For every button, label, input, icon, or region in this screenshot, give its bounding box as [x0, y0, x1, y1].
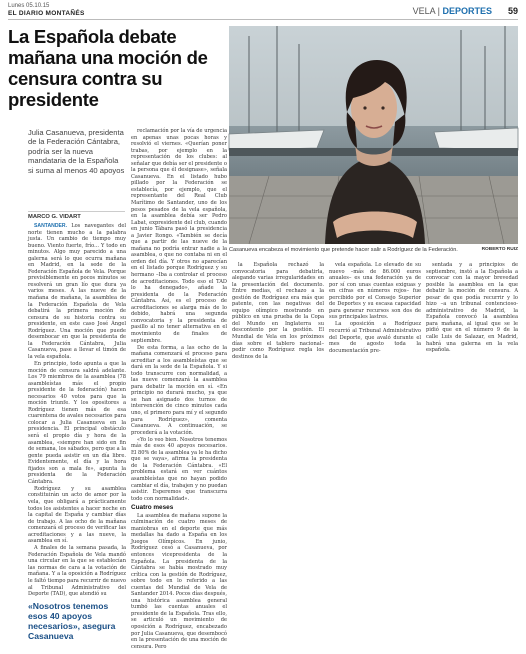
dateline: SANTANDER.	[34, 223, 68, 229]
paragraph-7: «Yo lo veo bien. Nosotros tenemos más de esos 40 apoyos necesarios. El 80% de la asamblea ya le ha dicho que se vaya», afirma la presidenta de la Federación Cántabra. «El problema estará en ver cuántos asambleístas que no hayan podido cambiar el día, trabajen y no puedan asistir. Esperemos que transcurra todo con normalidad».	[131, 436, 227, 502]
paragraph-12: sentada y a principios de septiembre, instó a la Española a convocar con la mayor brevedad posible la asamblea en la que debatir la moción de censura. A pesar de que podía recurrir y lo hizo –a un tribunal contencioso-administrativo de Madrid, la Española convocó la asamblea para mañana, al igual que se le pidió que en el número 9 de la calle Luis de Salazar, en Madrid, habrá una galerna en la vela española.	[426, 262, 518, 354]
article-column-3	[232, 262, 324, 360]
paragraph-5: reclamación por la vía de urgencia en apenas unas pocas horas y resolvió el viernes. «Querían poner trabas, por ejemplo en la representación de los clubes: al señalar que debía ser el presidente o la persona que él designase», señala Casanueva. En el listado hubo pillado por la Federación se establecía, por ejemplo, que el representante del Real Club Marítimo de Santander, uno de los pesos pesados de la vela española, en la asamblea debía ser Pedro Labat, expresidente del club, cuando en junio Tábara pasó la presidencia a Javier Itongo. «También se decía que a partir de las nueve de la mañana no podría entrar nadie a la asamblea, o que no contaba ni en el orden del día. Y otros no aparecían en el listado porque Rodríguez y su hermano –Iba a controlar el proceso de acreditaciones. Todo eso el TAD lo ha denegado», añade la presidenta de la Federación Cántabra. Así, es el proceso de acreditaciones se alarga más de lo debido, habrá una segunda convocatoria y la presidenta de pasillo al no tener alternativa en el movimiento de finales de septiembre.	[131, 128, 227, 344]
page-number: 59	[507, 6, 518, 16]
article-photo	[229, 26, 518, 244]
article-column-1	[28, 223, 126, 597]
paragraph-8: La asamblea de mañana supone la culminación de cuatro meses de maniobras en el deporte que más medallas ha dado a España en los Juegos Olímpicos. En junio, Rodríguez cesó a Casanueva, por entonces vicepresidenta de la Española. La presidenta de la Cántabra se había mostrado muy crítica con la gestión de Rodríguez, sobre todo en lo referido a las cuentas del Mundial de Vela de Santander 2014. Pocos días después, una histórica asamblea general tumbó las cuentas anuales el presidente de la Española. Tras ello, se articuló un movimiento de oposición a Rodríguez, encabezado por Julia Casanueva, que desembocó en la presentación de una moción de censura. Pero	[131, 512, 227, 650]
caption-text: Casanueva encabeza el movimiento que pretende hacer salir a Rodríguez de la Federación.	[229, 247, 458, 253]
article-headline: La Española debate mañana una moción de censura contra su presidente	[8, 26, 208, 110]
paragraph-2: En principio, todo apunta a que la moción de censura saldrá adelante. Los 79 miembros de la asamblea (78 asambleístas más el propio presidente de la federación) hacen necesarios 40 votos para que la moción triunfe. Y los opositores a Rodríguez tienen más de esa cuarentena de avales necesarios para colocar a Julia Casanueva en la presidencia. El principal obstáculo será el propio día y hora de la asamblea, «siempre han sido en fin de semana, los sábados, pero que a la gente pueda asistir en un día libre. Evidentemente, el día y la hora fijados son a mala fe», apunta la presidenta de la Federación Cántabra.	[28, 360, 126, 485]
article-lede: Julia Casanueva, presidenta de la Federación Cántabra, podría ser la nueva mandataria de la Española si suma al menos 40 apoyos	[28, 128, 125, 175]
paragraph-6: De esta forma, a las ocho de la mañana comenzará el proceso para acreditar a los asambleístas que se dará en la sede de la Española. Y si todo transcurre con normalidad, a las nueve comenzará la asamblea para debatir la moción en sí. «En principio no durará mucho, ya que se han asignado dos turnos de intervención de cinco minutos cada uno, el primero para mí y el segundo para Rodríguez», comenta Casanueva. A continuación, se procederá a la votación.	[131, 344, 227, 436]
paragraph-11: La oposición a Rodríguez recurrió al Tribunal Administrativo del Deporte, que avaló durante el mes de agosto toda la documentación pre-	[329, 321, 421, 354]
issue-date: Lunes 05.10.15	[8, 3, 50, 9]
paragraph-3: Rodríguez y su asamblea constituirán un acto de amor por la vela, que obligará a prácticamente todos los asistentes a hacer noche en la capital de España y cambiar días de trabajo. A las ocho de la mañana comenzará el proceso de verificar las acreditaciones y a las nueve, la asamblea en sí.	[28, 485, 126, 545]
article-column-5	[426, 262, 518, 354]
paragraph-9: la Española rechazó la convocatoria para debatirla, alegando varias irregularidades en la presentación del documento. Entre medias, el rechazo a la gestión de Rodríguez era más que patente, con las negativas del equipo olímpico mostrando en público en una prueba de la Copa del Mundo en Inglaterra su descontento por la gestión. El Mundial de Vela en los próximos días sobre el tablero nacional–pedir como Rodríguez regla los destinos de la	[232, 262, 324, 360]
paragraph-10: vela española. Lo elevado de su nuevo –más de 86.000 euros anuales– es una federación ya de por sí con unas cuentas exiguas y en cifras en números rojos– fue percibido por el Consejo Superior de Deportes y su escasa capacidad para generar recursos son dos de sus principales lastres.	[329, 262, 421, 321]
masthead	[8, 3, 518, 20]
section-deportes: DEPORTES	[442, 6, 492, 16]
article-column-4	[329, 262, 421, 354]
paragraph-4: A finales de la semana pasada, la Federación Española de Vela mandó una circular en la que se establecían las normas de cara a la votación de mañana. Y a la oposición a Rodríguez le faltó tiempo para recurrir de nuevo al Tribunal Administrativo del Deporte (TAD), que atendió su	[28, 545, 126, 598]
portrait-illustration	[229, 26, 518, 244]
subheading: Cuatro meses	[131, 504, 174, 512]
section-vela: VELA	[412, 6, 436, 16]
article-byline: MARCO G. VIDART	[28, 211, 125, 220]
photo-credit: ROBERTO RUIZ	[481, 247, 518, 252]
photo-caption	[229, 247, 518, 253]
pull-quote: «Nosotros tenemos esos 40 apoyos necesarios», asegura Casanueva	[28, 601, 116, 641]
paragraph-1: Los navegantes del norte tienen mucho a la palabra justa. Un cambio de tiempo muy bueno. Viento fuerte, frío... Y todo en minutos. Algo muy parecido a una galerna será lo que ocurra mañana en Madrid, en la sede de la Federación Española de Vela. Porque previsiblemente en pocos minutos se resolverá un gran lío que dura ya varios meses. A las nueve de la mañana de mañana, la asamblea de la Federación Española de Vela debatirá la primera moción de censura de su historia contra su presidente, en este caso José Ángel Rodríguez. Una moción que puede desembocar en que la presidenta de la Federación Cántabra, Julia Casanueva, pase a llevar el timón de la vela española.	[28, 223, 126, 360]
section-separator: |	[437, 6, 440, 16]
article-column-2	[131, 128, 227, 648]
newspaper-name: EL DIARIO MONTAÑÉS	[8, 10, 85, 17]
section-label	[413, 6, 492, 16]
